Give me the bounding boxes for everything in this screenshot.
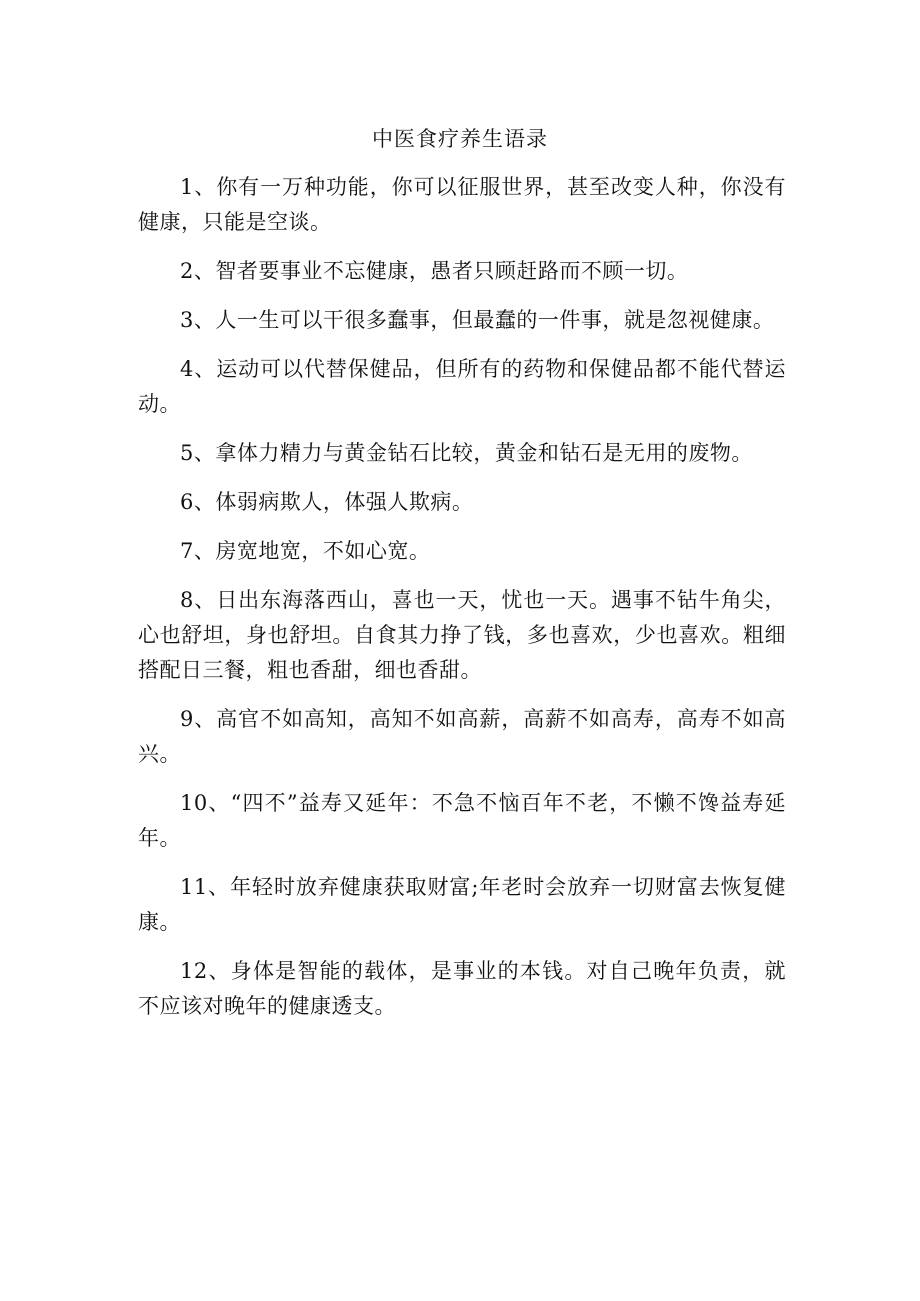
document-body: [138, 170, 786, 1038]
document-title: 中医食疗养生语录: [372, 127, 548, 151]
paragraph-3: 3、人一生可以干很多蠢事，但最蠢的一件事，就是忽视健康。: [180, 308, 775, 332]
paragraph-8: 8、日出东海落西山，喜也一天，忧也一天。遇事不钻牛角尖，心也舒坦，身也舒坦。自食其力挣了钱，多也喜欢，少也喜欢。粗细搭配日三餐，粗也香甜，细也香甜。: [138, 588, 786, 682]
paragraph-2: 2、智者要事业不忘健康，愚者只顾赶路而不顾一切。: [180, 259, 689, 283]
paragraph-12: 12、身体是智能的载体，是事业的本钱。对自己晚年负责，就不应该对晚年的健康透支。: [138, 959, 786, 1018]
paragraph-9: 9、高官不如高知，高知不如高薪，高薪不如高寿，高寿不如高兴。: [138, 707, 786, 766]
paragraph-7: 7、房宽地宽，不如心宽。: [180, 539, 431, 563]
paragraph-6: 6、体弱病欺人，体强人欺病。: [180, 490, 474, 514]
paragraph-5: 5、拿体力精力与黄金钻石比较，黄金和钻石是无用的废物。: [180, 441, 753, 465]
paragraph-11: 11、年轻时放弃健康获取财富;年老时会放弃一切财富去恢复健康。: [138, 875, 786, 934]
paragraph-1: 1、你有一万种功能，你可以征服世界，甚至改变人种，你没有健康，只能是空谈。: [138, 175, 786, 234]
paragraph-10: 10、“四不”益寿又延年：不急不恼百年不老，不懒不馋益寿延年。: [138, 791, 786, 850]
paragraph-4: 4、运动可以代替保健品，但所有的药物和保健品都不能代替运动。: [138, 357, 786, 416]
